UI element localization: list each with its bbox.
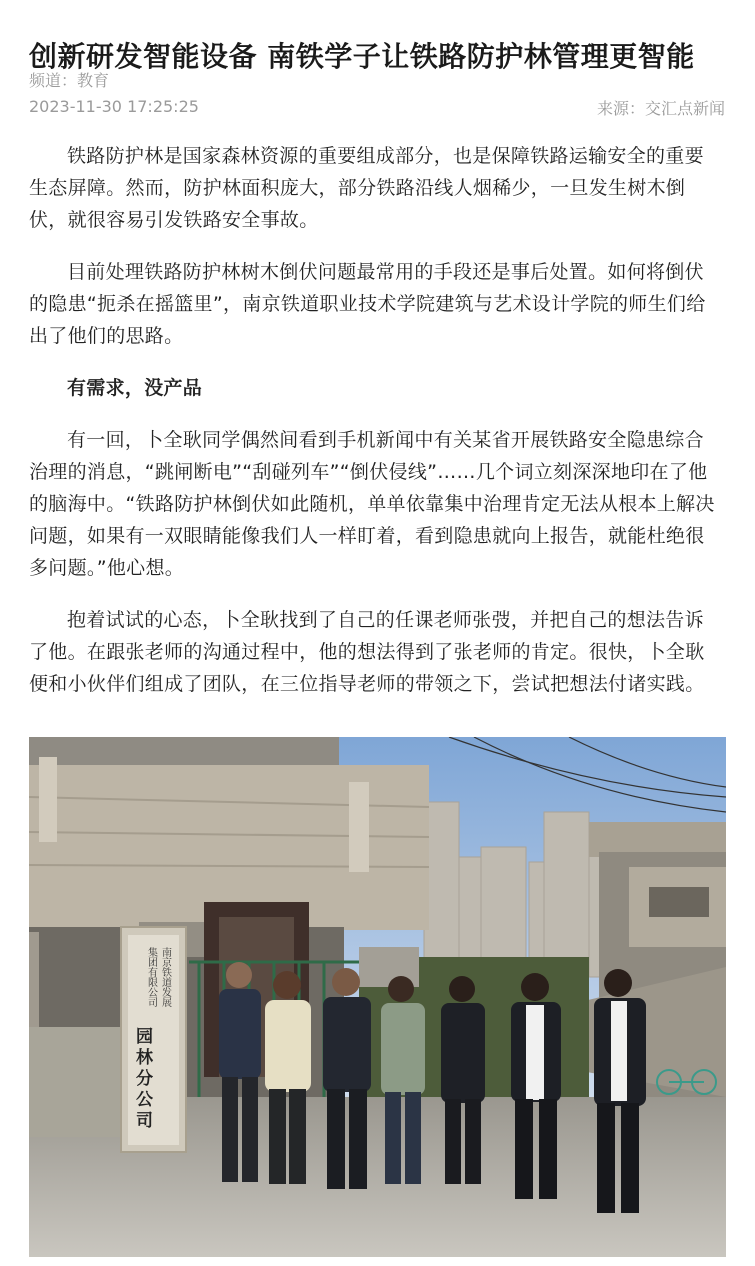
article-photo — [29, 737, 726, 1257]
paragraph: 目前处理铁路防护林树木倒伏问题最常用的手段还是事后处置。如何将倒伏的隐患“扼杀在摇篮里”，南京铁道职业技术学院建筑与艺术设计学院的师生们给出了他们的思路。 — [29, 261, 706, 347]
paragraph: 抱着试试的心态，卜全耿找到了自己的任课老师张弢，并把自己的想法告诉了他。在跟张老师的沟通过程中，他的想法得到了张老师的肯定。很快，卜全耿便和小伙伴们组成了团队，在三位指导老师的带领之下，尝试把想法付诸实践。 — [29, 609, 705, 695]
sign-text-line-1: 南京铁道发展 — [159, 947, 171, 1007]
section-subheading: 有需求，没产品 — [67, 377, 203, 399]
paragraph: 铁路防护林是国家森林资源的重要组成部分，也是保障铁路运输安全的重要生态屏障。然而，防护林面积庞大，部分铁路沿线人烟稀少，一旦发生树木倒伏，就很容易引发铁路安全事故。 — [29, 145, 704, 231]
sign-text-line-3: 园林分公司 — [132, 1027, 152, 1132]
article-channel: 频道：教育 — [29, 71, 110, 90]
sign-text-line-2: 集团有限公司 — [145, 947, 157, 1007]
article-title: 创新研发智能设备 南铁学子让铁路防护林管理更智能 — [29, 39, 695, 73]
paragraph: 有一回，卜全耿同学偶然间看到手机新闻中有关某省开展铁路安全隐患综合治理的消息，“跳闸断电”“刮碰列车”“倒伏侵线”……几个词立刻深深地印在了他的脑海中。“铁路防护林倒伏如此随机，单单依靠集中治理肯定无法从根本上解决问题，如果有一双眼睛能像我们人一样盯着，看到隐患就向上报告，就能杜绝很多问题。”他心想。 — [29, 429, 715, 579]
group-photo-illustration — [29, 737, 726, 1257]
article-body — [29, 140, 723, 720]
company-sign — [121, 927, 186, 1152]
article-source: 来源：交汇点新闻 — [596, 99, 725, 118]
article-datetime: 2023-11-30 17:25:25 — [29, 97, 199, 116]
